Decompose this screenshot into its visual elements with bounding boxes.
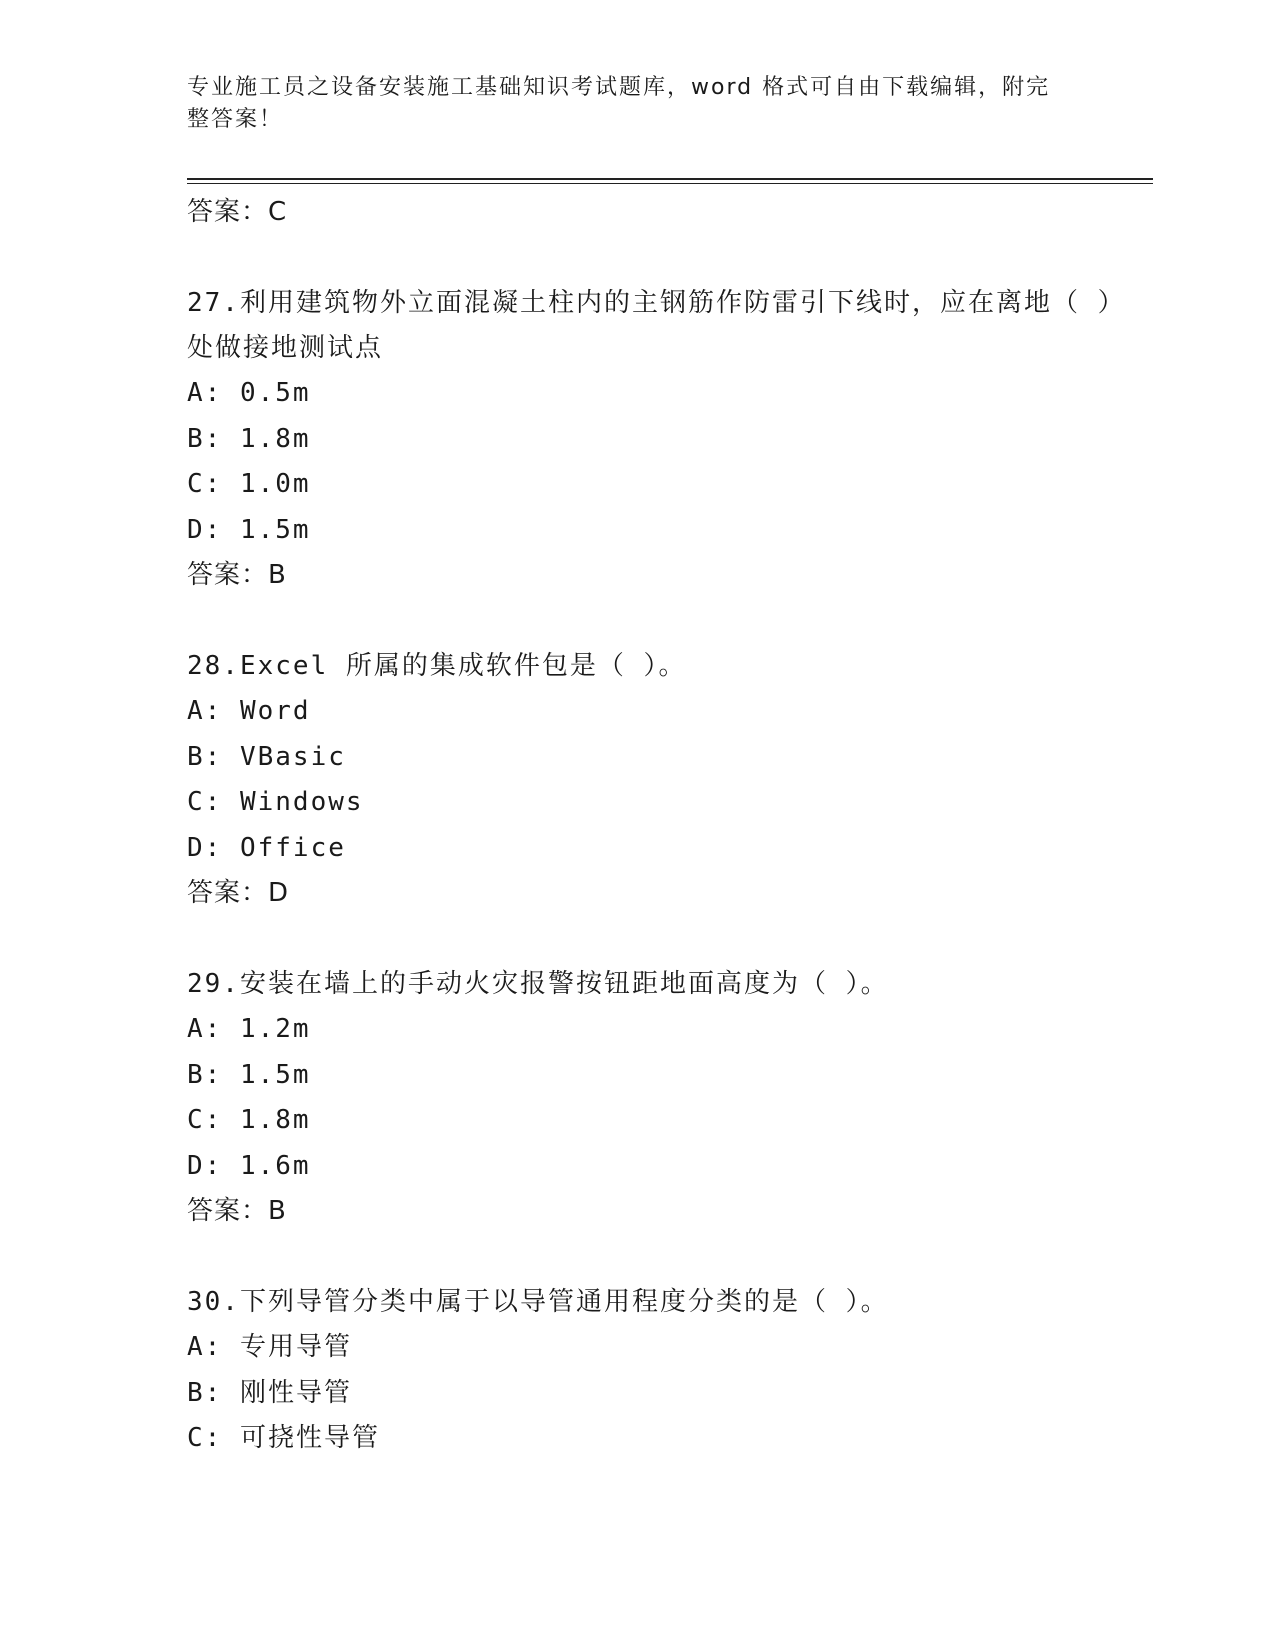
option-c: C: 可挠性导管 <box>187 1423 380 1453</box>
option-d: D: 1.6m <box>187 1150 311 1181</box>
answer-line: 答案：B <box>187 560 287 590</box>
question-text: 29.安装在墙上的手动火灾报警按钮距地面高度为（ ）。 <box>187 969 889 999</box>
answer-line: 答案：B <box>187 1196 287 1226</box>
question-list <box>187 190 1153 1462</box>
header-divider-thick <box>187 178 1153 180</box>
spacer <box>187 234 1153 281</box>
question-text: 30.下列导管分类中属于以导管通用程度分类的是（ ）。 <box>187 1287 889 1317</box>
question-29 <box>187 962 1153 1233</box>
option-a: A: 1.2m <box>187 1014 311 1044</box>
spacer <box>187 915 1153 962</box>
question-30 <box>187 1280 1153 1462</box>
header-divider-thin <box>187 183 1153 184</box>
option-c: C: Windows <box>187 787 364 817</box>
option-a: A: 0.5m <box>187 378 311 408</box>
option-b: B: VBasic <box>187 741 346 772</box>
document-header: 专业施工员之设备安装施工基础知识考试题库，word 格式可自由下载编辑，附完整答案！ <box>187 75 1051 132</box>
answer-line: 答案：D <box>187 878 290 908</box>
option-c: C: 1.0m <box>187 469 311 499</box>
option-b: B: 1.8m <box>187 423 311 454</box>
spacer <box>187 597 1153 644</box>
answer-line: 答案：C <box>187 197 288 227</box>
question-28 <box>187 644 1153 915</box>
question-text: 27.利用建筑物外立面混凝土柱内的主钢筋作防雷引下线时，应在离地（ ）处做接地测试点 <box>187 288 1126 363</box>
option-d: D: 1.5m <box>187 514 311 545</box>
option-b: B: 1.5m <box>187 1059 311 1090</box>
option-a: A: Word <box>187 696 311 726</box>
option-d: D: Office <box>187 832 346 863</box>
option-a: A: 专用导管 <box>187 1332 352 1362</box>
question-27 <box>187 281 1153 597</box>
option-b: B: 刚性导管 <box>187 1377 352 1408</box>
option-c: C: 1.8m <box>187 1105 311 1135</box>
question-text: 28.Excel 所属的集成软件包是（ ）。 <box>187 651 687 681</box>
spacer <box>187 1233 1153 1280</box>
